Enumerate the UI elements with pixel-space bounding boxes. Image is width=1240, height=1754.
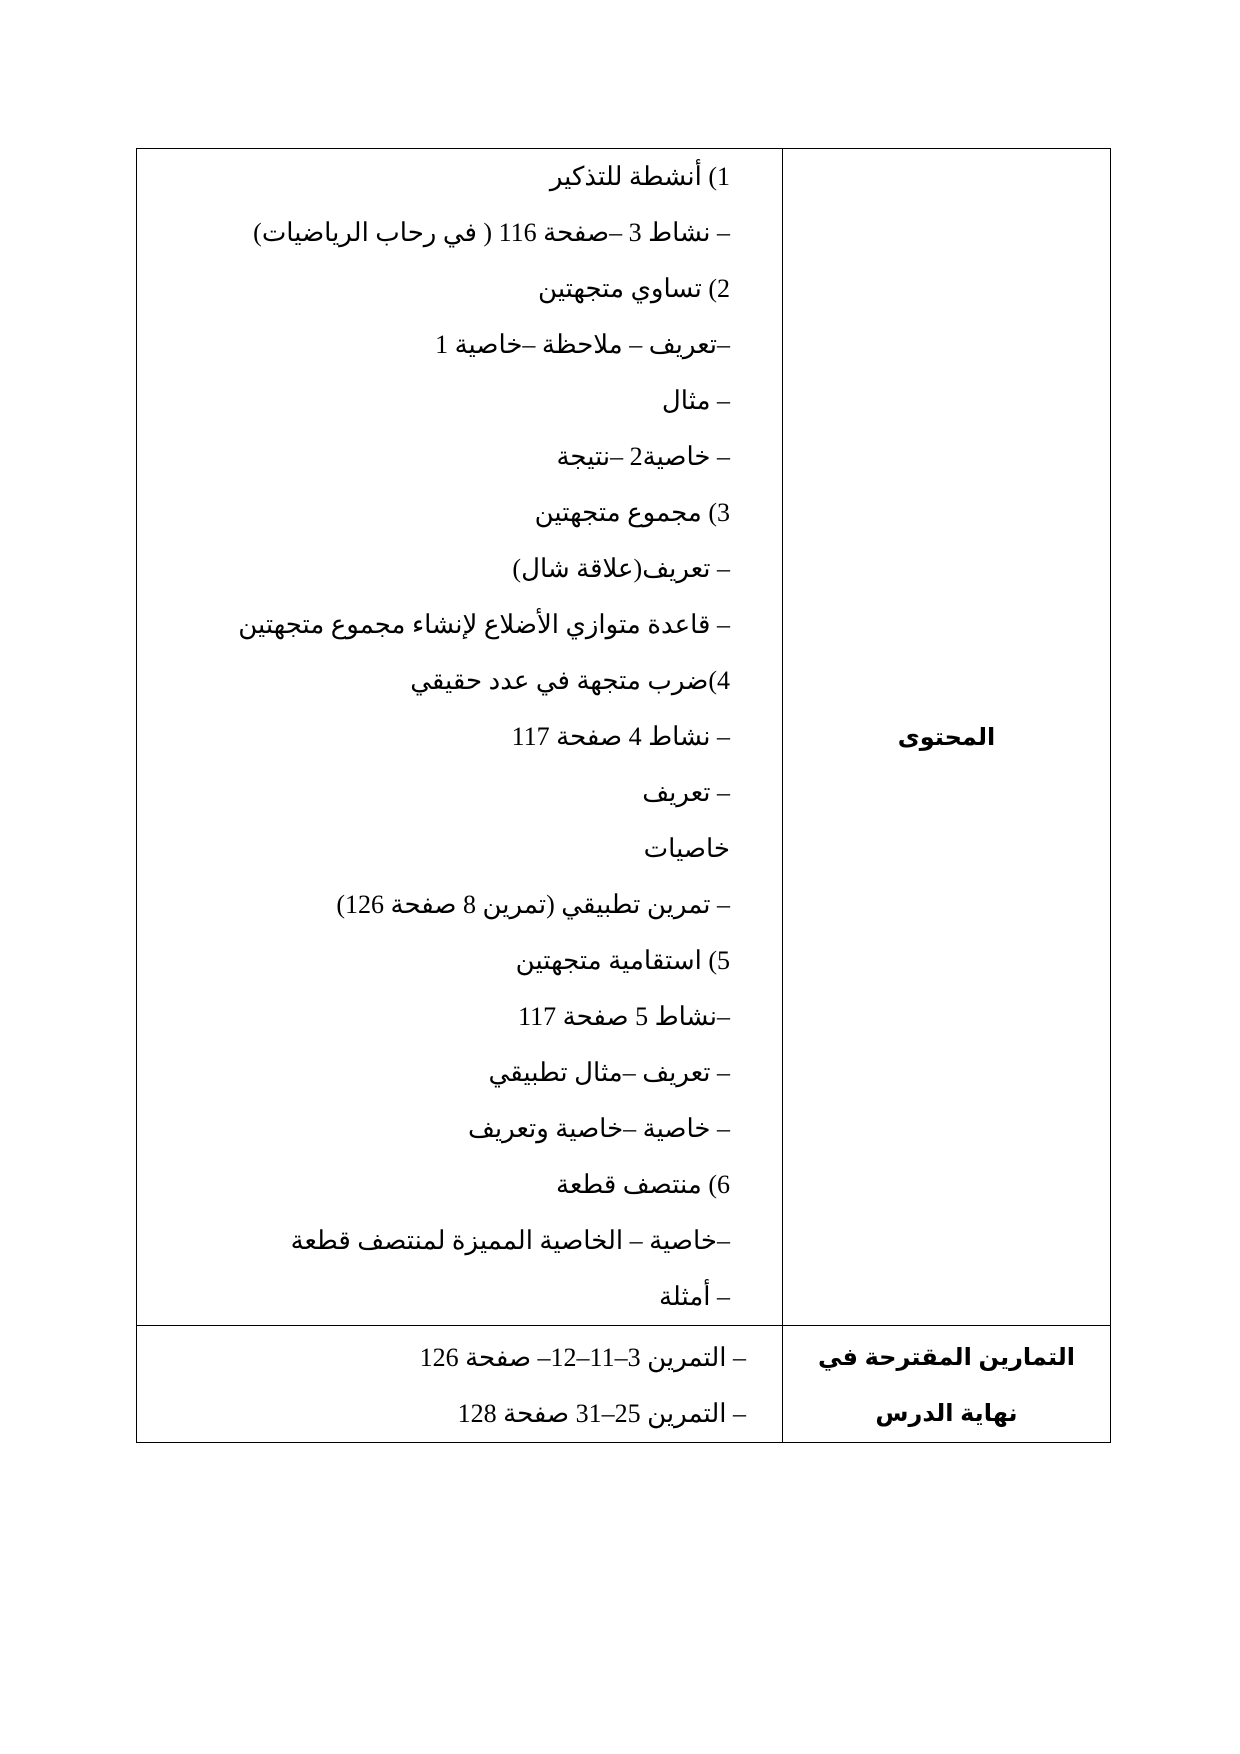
content-line: خاصيات — [643, 834, 730, 863]
content-line: – مثال — [661, 386, 730, 415]
content-line: –تعريف – ملاحظة –خاصية 1 — [435, 330, 730, 359]
content-line: – نشاط 3 –صفحة 116 ( في رحاب الرياضيات) — [253, 218, 730, 247]
content-line: – نشاط 4 صفحة 117 — [511, 722, 730, 751]
exercises-label — [783, 1326, 1111, 1443]
content-line: –خاصية – الخاصية المميزة لمنتصف قطعة — [290, 1226, 730, 1255]
content-line: 3) مجموع متجهتين — [534, 498, 730, 527]
lesson-table — [136, 148, 1111, 1443]
content-line: 1) أنشطة للتذكير — [549, 162, 730, 191]
content-line: – تعريف(علاقة شال) — [512, 554, 730, 583]
content-line: – تعريف — [642, 778, 730, 807]
content-row — [137, 149, 1111, 1326]
content-line: 5) استقامية متجهتين — [515, 946, 730, 975]
content-line: 2) تساوي متجهتين — [538, 274, 730, 303]
exercises-row — [137, 1326, 1111, 1443]
content-line: – خاصية –خاصية وتعريف — [467, 1114, 730, 1143]
exercises-label-line1: التمارين المقترحة في — [817, 1344, 1076, 1371]
content-label: المحتوى — [783, 149, 1111, 1326]
content-cell — [137, 149, 783, 1326]
content-line: – تمرين تطبيقي (تمرين 8 صفحة 126) — [336, 890, 730, 919]
content-line: –نشاط 5 صفحة 117 — [518, 1002, 730, 1031]
content-line: 4)ضرب متجهة في عدد حقيقي — [410, 666, 730, 695]
exercises-cell — [137, 1326, 783, 1443]
content-line: 6) منتصف قطعة — [556, 1170, 730, 1199]
content-line: – خاصية2 –نتيجة — [556, 442, 730, 471]
exercise-line: – التمرين 25–31 صفحة 128 — [457, 1399, 746, 1428]
exercises-label-line2: نهاية الدرس — [875, 1400, 1018, 1427]
content-line: – قاعدة متوازي الأضلاع لإنشاء مجموع متجهتين — [238, 610, 730, 639]
exercise-line: – التمرين 3–11–12– صفحة 126 — [419, 1343, 746, 1372]
content-line: – أمثلة — [658, 1282, 730, 1311]
content-line: – تعريف –مثال تطبيقي — [488, 1058, 730, 1087]
